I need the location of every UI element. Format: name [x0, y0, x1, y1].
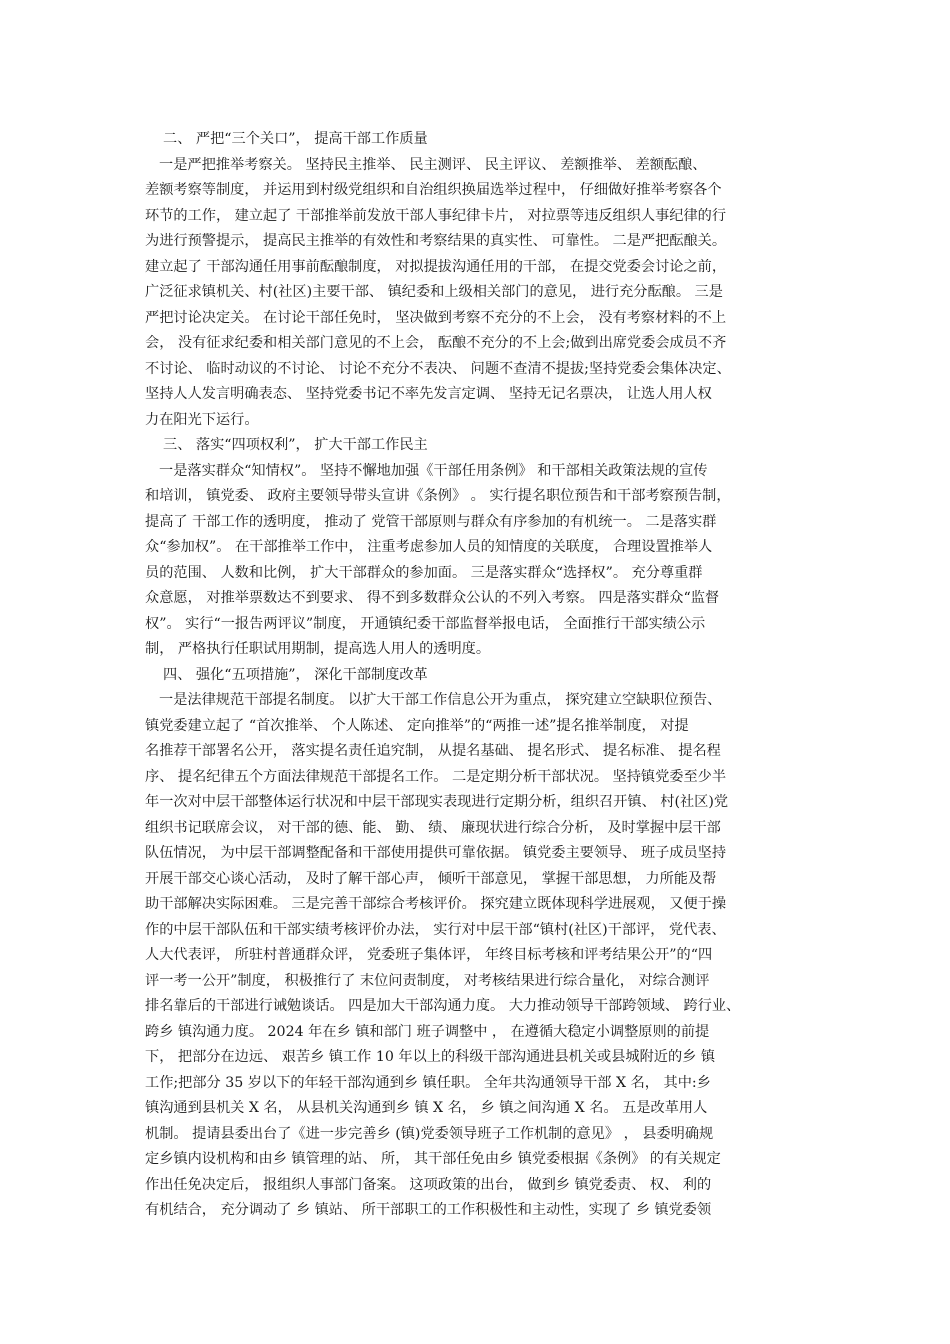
paragraph-line: 跨乡 镇沟通力度。 2024 年在乡 镇和部门 班子调整中 ， 在遵循大稳定小调整原则的前提: [145, 1023, 710, 1040]
paragraph-line: 广泛征求镇机关、村(社区)主要干部、 镇纪委和上级相关部门的意见， 进行充分酝酿。 三是: [145, 284, 723, 300]
paragraph-line: 力在阳光下运行。: [145, 411, 259, 428]
paragraph-line: 一是法律规范干部提名制度。 以扩大干部工作信息公开为重点， 探究建立空缺职位预告、: [159, 692, 722, 708]
paragraph-line: 序、 提名纪律五个方面法律规范干部提名工作。 二是定期分析干部状况。 坚持镇党委至少半: [145, 768, 727, 785]
paragraph-line: 为进行预警提示， 提高民主推举的有效性和考察结果的真实性、 可靠性。 二是严把酝酿关。: [145, 233, 727, 249]
paragraph-line: 队伍情况， 为中层干部调整配备和干部使用提供可靠依据。 镇党委主要领导、 班子成员坚持: [145, 845, 727, 861]
paragraph-line: 一是落实群众“知情权”。 坚持不懈地加强《干部任用条例》 和干部相关政策法规的宣传: [159, 462, 708, 479]
paragraph-line: 不讨论、 临时动议的不讨论、 讨论不充分不表决、 问题不查清不提拔;坚持党委会集体决定、: [145, 360, 731, 377]
paragraph-line: 众“参加权”。 在干部推举工作中， 注重考虑参加人员的知情度的关联度， 合理设置推举人: [145, 539, 713, 555]
paragraph-line: 工作;把部分 35 岁以下的年轻干部沟通到乡 镇任职。 全年共沟通领导干部 X 名， 其中:乡: [145, 1074, 711, 1091]
paragraph-line: 定乡镇内设机构和由乡 镇管理的站、 所， 其干部任免由乡 镇党委根据《条例》 的有关规定: [145, 1151, 721, 1167]
paragraph-line: 人大代表评， 所驻村普通群众评， 党委班子集体评， 年终目标考核和评考结果公开”的“四: [145, 947, 713, 963]
paragraph-line: 员的范围、 人数和比例， 扩大干部群众的参加面。 三是落实群众“选择权”。 充分尊重群: [145, 564, 703, 581]
paragraph-line: 助干部解决实际困难。 三是完善干部综合考核评价。 探究建立既体现科学进展观， 又便于操: [145, 896, 727, 912]
paragraph-line: 环节的工作， 建立起了 干部推举前发放干部人事纪律卡片， 对拉票等违反组织人事纪律的行: [145, 207, 727, 224]
paragraph-line: 排名靠后的干部进行诫勉谈话。 四是加大干部沟通力度。 大力推动领导干部跨领域、 跨行业、: [145, 998, 741, 1014]
paragraph-line: 众意愿， 对推举票数达不到要求、 得不到多数群众公认的不列入考察。 四是落实群众“监督: [145, 590, 720, 606]
section-heading: 二、 严把“三个关口”， 提高干部工作质量: [163, 131, 428, 147]
paragraph-line: 差额考察等制度， 并运用到村级党组织和自治组织换届选举过程中， 仔细做好推举考察各个: [145, 182, 722, 198]
paragraph-line: 年一次对中层干部整体运行状况和中层干部现实表现进行定期分析，组织召开镇、 村(社区)党: [145, 794, 729, 810]
paragraph-line: 一是严把推举考察关。 坚持民主推举、 民主测评、 民主评议、 差额推举、 差额酝酿、: [159, 156, 707, 173]
paragraph-line: 作的中层干部队伍和干部实绩考核评价办法， 实行对中层干部“镇村(社区)干部评， 党代表、: [145, 921, 726, 938]
paragraph-line: 开展干部交心谈心活动， 及时了解干部心声， 倾听干部意见， 掌握干部思想， 力所能及帮: [145, 870, 717, 887]
paragraph-line: 严把讨论决定关。 在讨论干部任免时， 坚决做到考察不充分的不上会， 没有考察材料的不上: [145, 309, 727, 326]
paragraph-line: 坚持人人发言明确表态、 坚持党委书记不率先发言定调、 坚持无记名票决， 让选人用人权: [145, 386, 712, 402]
paragraph-line: 制， 严格执行任职试用期制，提高选人用人的透明度。: [145, 641, 491, 657]
paragraph-line: 提高了 干部工作的透明度， 推动了 党管干部原则与群众有序参加的有机统一。 二是落实群: [145, 513, 717, 530]
paragraph-line: 评一考一公开”制度， 积极推行了 末位问责制度， 对考核结果进行综合量化， 对综合测评: [145, 972, 710, 989]
paragraph-line: 名推荐干部署名公开， 落实提名责任追究制， 从提名基础、 提名形式、 提名标准、 提名程: [145, 743, 721, 759]
paragraph-line: 机制。 提请县委出台了《进一步完善乡 (镇)党委领导班子工作机制的意见》 ， 县委明确规: [145, 1125, 714, 1142]
paragraph-line: 和培训， 镇党委、 政府主要领导带头宣讲《条例》 。 实行提名职位预告和干部考察预告制，: [145, 488, 731, 504]
paragraph-line: 作出任免决定后， 报组织人事部门备案。 这项政策的出台， 做到乡 镇党委责、 权、 利的: [145, 1176, 712, 1193]
section-heading: 四、 强化“五项措施”， 深化干部制度改革: [163, 666, 428, 683]
paragraph-line: 镇沟通到县机关 X 名， 从县机关沟通到乡 镇 X 名， 乡 镇之间沟通 X 名。 五是改革用人: [145, 1100, 708, 1116]
paragraph-line: 有机结合， 充分调动了 乡 镇站、 所干部职工的工作积极性和主动性，实现了 乡 镇党委领: [145, 1202, 712, 1218]
paragraph-line: 建立起了 干部沟通任用事前酝酿制度， 对拟提拔沟通任用的干部， 在提交党委会讨论之前，: [145, 258, 727, 275]
paragraph-line: 权”。 实行“一报告两评议”制度， 开通镇纪委干部监督举报电话， 全面推行干部实绩公示: [145, 615, 706, 632]
document-page: [145, 127, 813, 1224]
section-heading: 三、 落实“四项权利”， 扩大干部工作民主: [163, 437, 428, 453]
paragraph-line: 组织书记联席会议， 对干部的德、能、 勤、 绩、 廉现状进行综合分析， 及时掌握中层干部: [145, 819, 721, 836]
paragraph-line: 会， 没有征求纪委和相关部门意见的不上会， 酝酿不充分的不上会;做到出席党委会成员不齐: [145, 335, 727, 351]
paragraph-line: 下， 把部分在边远、 艰苦乡 镇工作 10 年以上的科级干部沟通进县机关或县城附近的乡 镇: [145, 1049, 716, 1065]
paragraph-line: 镇党委建立起了 “首次推举、 个人陈述、 定向推举”的“两推一述”提名推举制度， 对提: [145, 717, 689, 734]
